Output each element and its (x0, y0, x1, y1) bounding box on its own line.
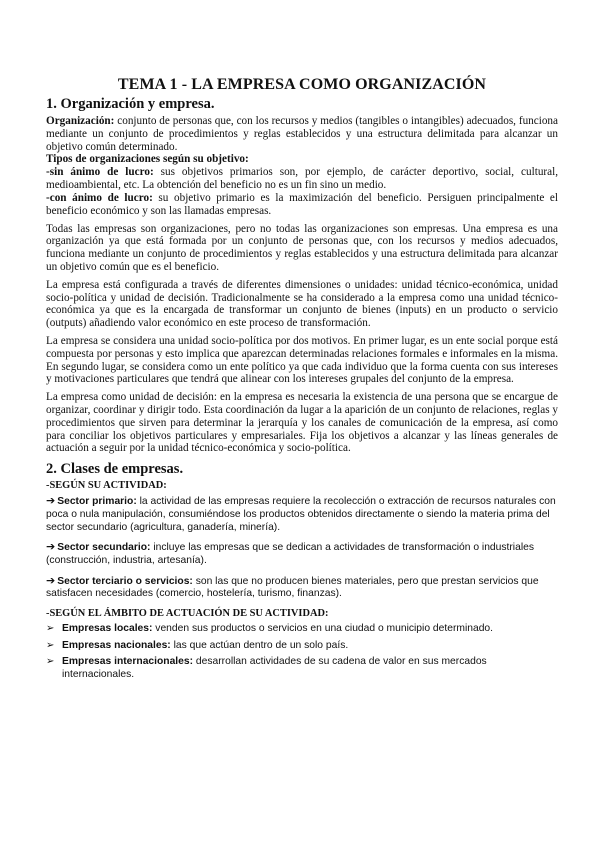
definition-term: Organización: (46, 115, 115, 127)
bullet-arrow-icon: ➢ (46, 639, 55, 651)
page-title: TEMA 1 - LA EMPRESA COMO ORGANIZACIÓN (117, 76, 487, 93)
list-text: desarrollan actividades de su cadena de valor en sus mercados internacionales. (62, 656, 487, 681)
definition-organizacion (46, 115, 558, 153)
scope-heading: -SEGÚN EL ÁMBITO DE ACTUACIÓN DE SU ACTIVIDAD: (46, 608, 329, 620)
bullet-arrow-icon: ➢ (46, 656, 55, 668)
type-con-animo-de-lucro (46, 192, 558, 218)
list-term: Empresas locales: (62, 623, 153, 635)
arrow-right-icon: ➔ (46, 574, 56, 587)
paragraph-empresas-organizaciones: Todas las empresas son organizaciones, pero no todas las organizaciones son empresas. Una empresa es una organización ya que está formada por un conjunto de personas que, con los recursos y medios adecuados, funciona mediante un conjunto de procedimientos y reglas establecidos y una estructura delimitada para alcanzar un objetivo común que es el beneficio. (46, 222, 558, 273)
document-page (46, 76, 558, 686)
sector-secundario (46, 541, 558, 567)
sector-terciario (46, 575, 558, 601)
paragraph-socio-politica: La empresa se considera una unidad socio-política por dos motivos. En primer lugar, es un ente social porque está compuesta por personas y esto implica que aparezcan determinadas relaciones formales e informales en la misma. En segundo lugar, se considera como un ente político ya que cada individuo que la forma cuenta con sus intereses y motivaciones particulares que tendrá que alinear con los intereses grupales del conjunto de la empresa. (46, 334, 558, 386)
sector-term: Sector secundario: (57, 542, 151, 554)
list-text: las que actúan dentro de un solo país. (170, 639, 349, 651)
list-term: Empresas internacionales: (62, 656, 194, 668)
list-item-locales (46, 623, 558, 636)
paragraph-dimensiones: La empresa está configurada a través de diferentes dimensiones o unidades: unidad técnico-económica, unidad socio-política y unidad de decisión. Tradicionalmente se ha considerado a la empresa como una unidad técnico-económica ya que es la encargada de transformar un conjunto de bienes (inputs) en un producto o servicio (outputs) añadiendo valor económico en este proceso de transformación. (46, 278, 558, 330)
section-heading-organizacion: 1. Organización y empresa. (46, 96, 215, 112)
type-term: -sin ánimo de lucro: (46, 166, 154, 179)
type-term: -con ánimo de lucro: (46, 191, 153, 204)
arrow-right-icon: ➔ (46, 495, 56, 508)
sector-term: Sector terciario o servicios: (57, 575, 193, 587)
list-term: Empresas nacionales: (62, 639, 171, 651)
type-sin-animo-de-lucro (46, 166, 558, 192)
sector-term: Sector primario: (57, 496, 137, 508)
sector-text: la actividad de las empresas requiere la recolección o extracción de recursos naturales con poca o nula manipulación, consumiéndose los productos obtenidos directamente o siendo la materia prima del sector secundario (agricultura, ganadería, minería). (46, 496, 556, 533)
list-item-nacionales (46, 640, 558, 653)
arrow-right-icon: ➔ (46, 541, 56, 554)
activity-heading: -SEGÚN SU ACTIVIDAD: (46, 480, 167, 492)
sector-primario (46, 495, 558, 534)
type-text: su objetivo primario es la maximización del beneficio. Persiguen principalmente el beneficio económico y son las llamadas empresas. (46, 191, 558, 217)
type-text: sus objetivos primarios son, por ejemplo, de carácter deportivo, social, cultural, medioambiental, etc. La obtención del beneficio no es un fin sino un medio. (46, 166, 559, 192)
section-heading-clases: 2. Clases de empresas. (46, 461, 184, 478)
bullet-arrow-icon: ➢ (46, 623, 55, 635)
definition-text: conjunto de personas que, con los recursos y medios (tangibles o intangibles) adecuados, funciona mediante un conjunto de procedimientos y reglas establecidos y una estructura delimitada para alcanzar un objetivo común determinado. (46, 115, 558, 153)
types-heading: Tipos de organizaciones según su objetivo: (46, 153, 249, 166)
paragraph-unidad-decision: La empresa como unidad de decisión: en la empresa es necesaria la existencia de una persona que se encargue de organizar, coordinar y dirigir todo. Esta coordinación da lugar a la aparición de un conjunto de relaciones, reglas y procedimientos que sirven para determinar la jerarquía y los canales de comunicación de la empresa, así como para conciliar los objetivos particulares y empresariales. Fija los objetivos a alcanzar y las líneas generales de actuación a seguir por la unidad técnico-económica y socio-política. (46, 391, 558, 455)
list-text: venden sus productos o servicios en una ciudad o municipio determinado. (152, 623, 494, 635)
sector-text: son las que no producen bienes materiales, pero que prestan servicios que satisfacen necesidades (comercio, hostelería, turismo, finanzas). (46, 575, 539, 600)
sector-text: incluye las empresas que se dedican a actividades de transformación o industriales (construcción, industria, artesanía). (46, 542, 534, 566)
list-item-internacionales (46, 656, 558, 681)
